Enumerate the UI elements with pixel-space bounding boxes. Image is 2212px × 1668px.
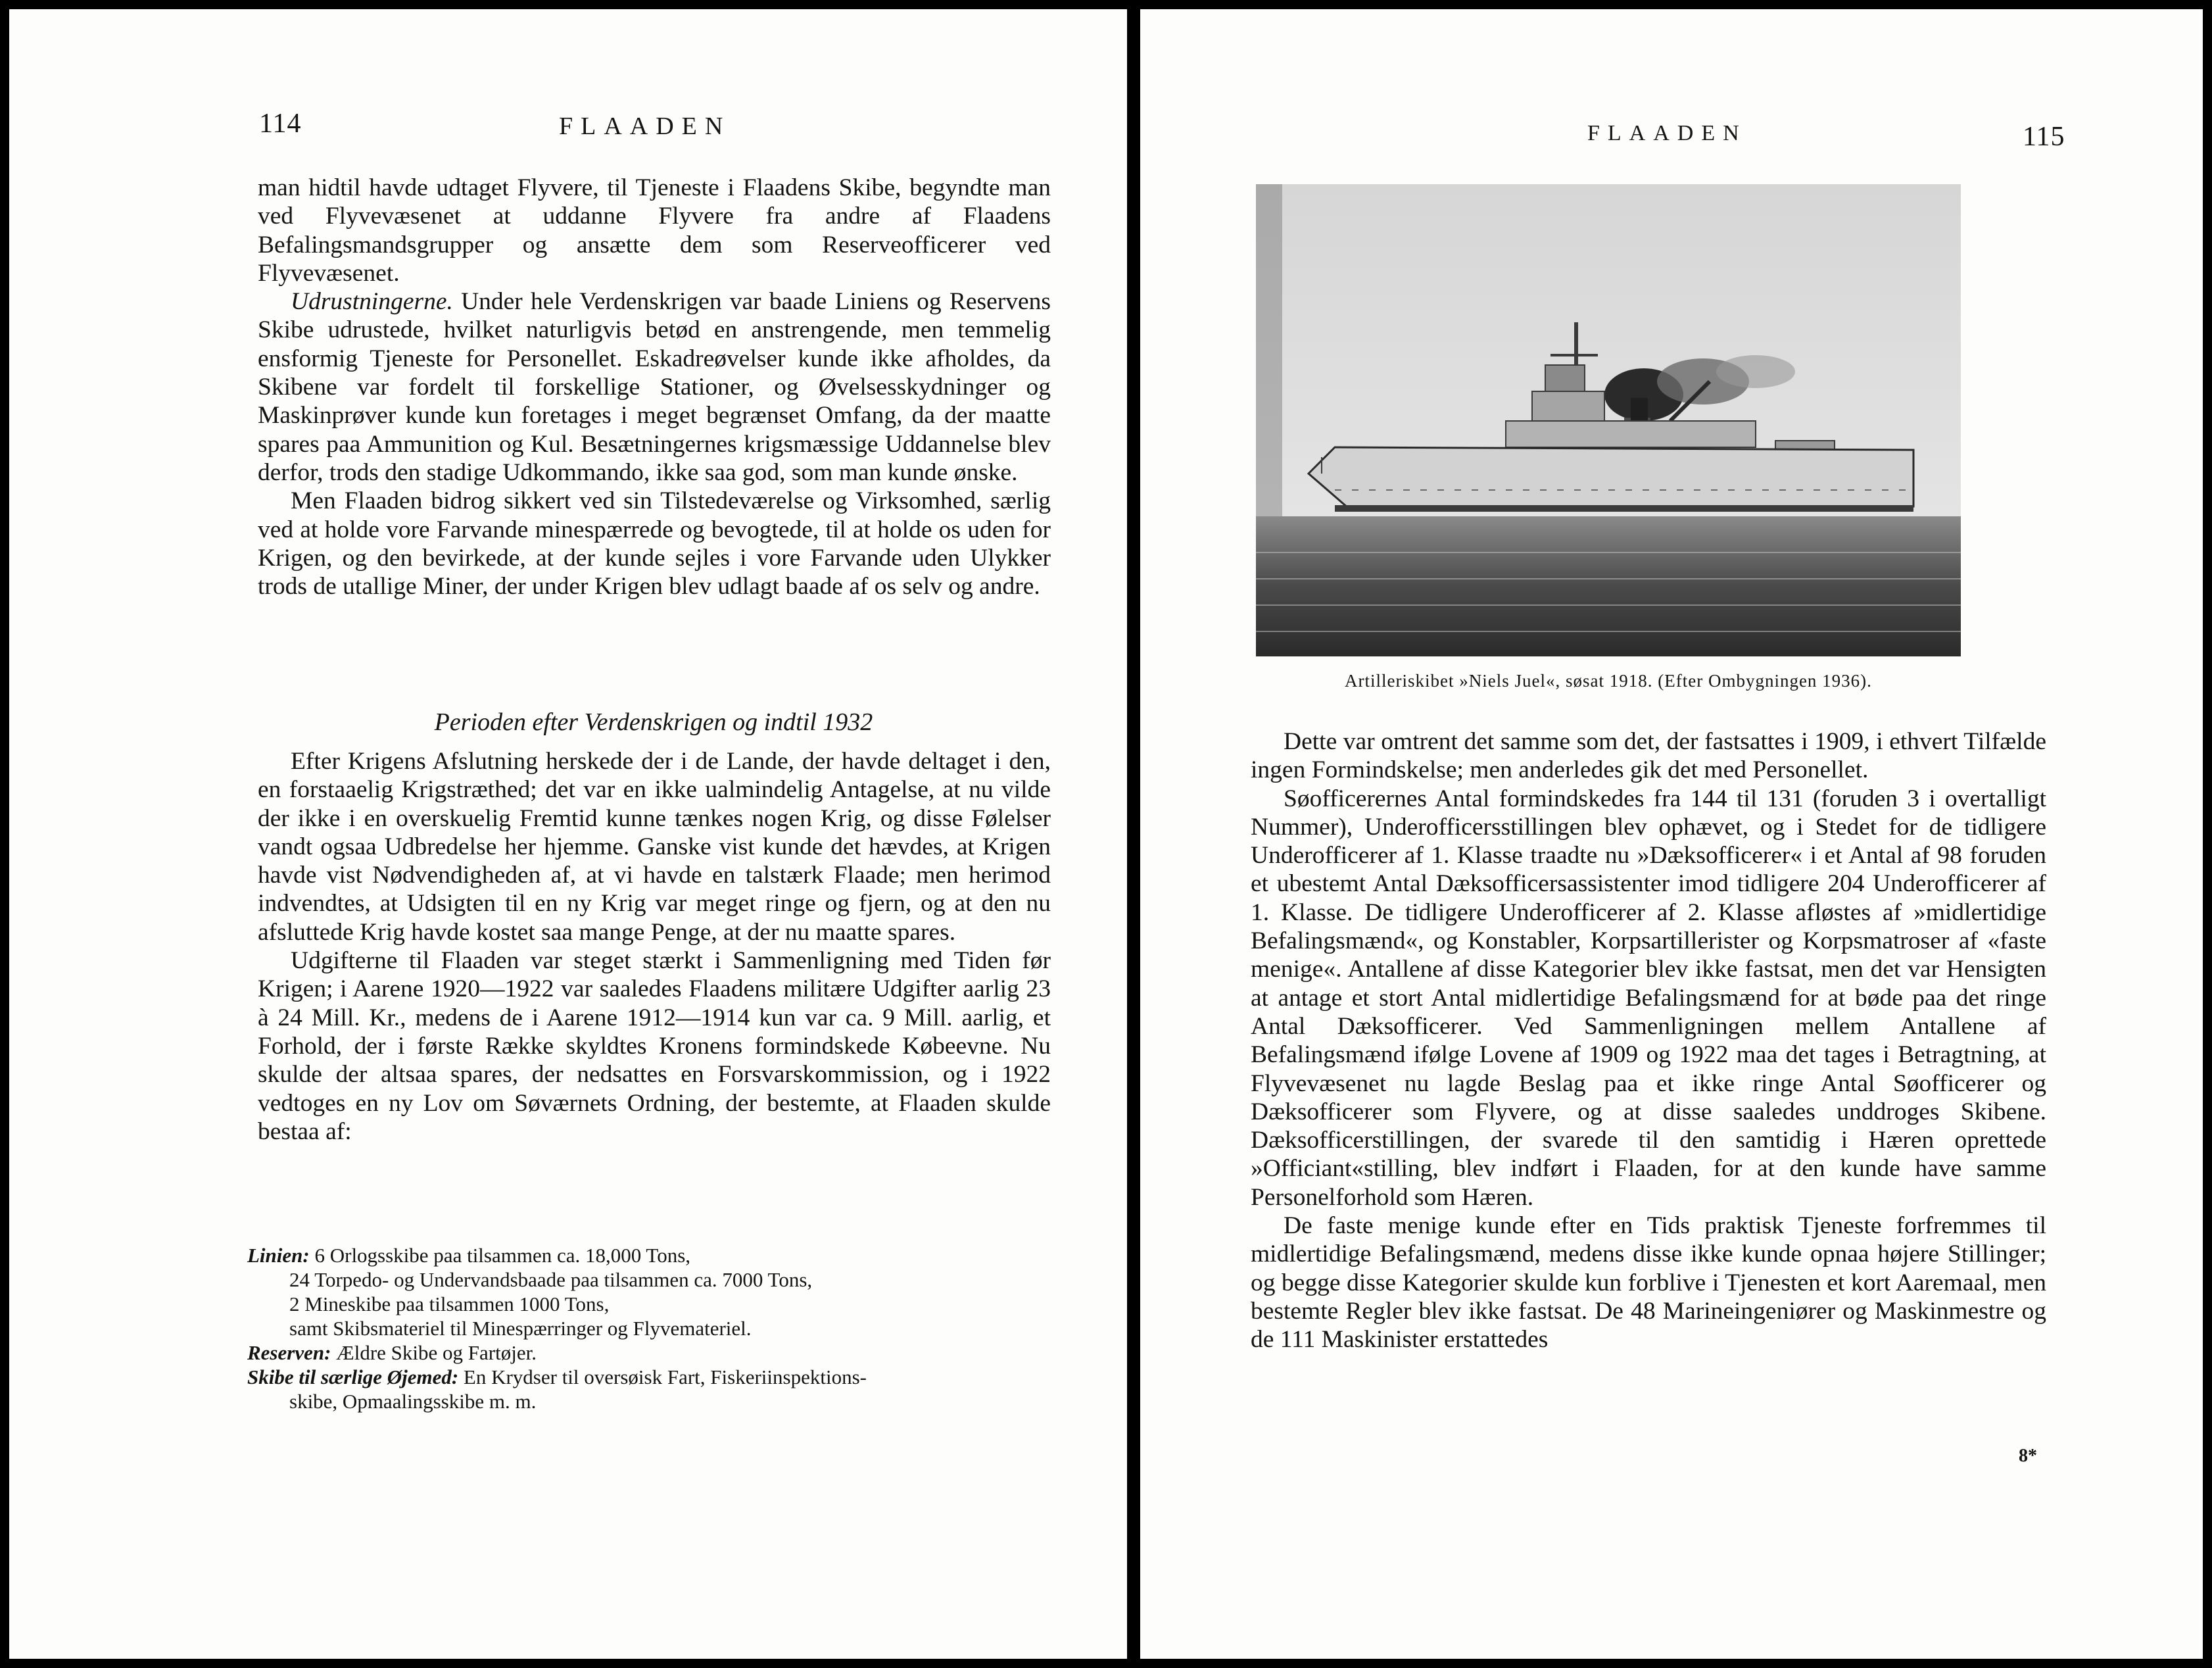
list-item: 2 Mineskibe paa tilsammen 1000 Tons, <box>289 1292 610 1315</box>
list-text: 6 Orlogsskibe paa tilsammen ca. 18,000 Tons, <box>309 1244 691 1267</box>
fleet-list <box>247 1243 1056 1413</box>
list-item: 24 Torpedo- og Undervandsbaade paa tilsammen ca. 7000 Tons, <box>289 1268 813 1291</box>
paragraph-text: Under hele Verdenskrigen var baade Liniens og Reservens Skibe udrustede, hvilket naturligvis betød en anstrengende, men temmelig ensformig Tjeneste for Personellet. Eskadreøvelser kunde ikke afholdes, da Skibene var fordelt til forskellige Stationer, og Øvelsesskydninger og Maskinprøver kunde kun foretages i meget begrænset Omfang, da der maatte spares paa Ammunition og Kul. Besætningernes krigsmæssige Uddannelse blev derfor, trods den stadige Udkommando, ikke saa god, som man kunde ønske. <box>258 288 1051 486</box>
left-page <box>9 9 1127 1659</box>
running-head: FLAADEN <box>1587 121 1747 145</box>
list-item: samt Skibsmateriel til Minespærringer og Flyvemateriel. <box>289 1317 752 1340</box>
page-number: 114 <box>259 109 302 139</box>
paragraph-3: De faste menige kunde efter en Tids praktisk Tjeneste forfremmes til midlertidige Befalingsmænd, medens disse ikke kunde opnaa højere Stillinger; og begge disse Kategorier skulde kun forblive i Tjenesten et kort Aaremaal, men bestemte Regler blev ikke fastsat. De 48 Marineingeniører og Maskinmestre og de 111 Maskinister erstattedes <box>1251 1212 2046 1354</box>
body-text-top <box>258 174 1051 601</box>
body-text-bottom <box>258 747 1051 1146</box>
paragraph-expenses: Udgifterne til Flaaden var steget stærkt i Sammenligning med Tiden før Krigen; i Aarene 1920—1922 var saaledes Flaadens militære Udgifter aarlig 23 à 24 Mill. Kr., medens de i Aarene 1912—1914 kun var ca. 9 Mill. aarlig, et Forhold, der i første Række skyldtes Kronens formindskede Købeevne. Nu skulde der altsaa spares, der nedsattes en Forsvarskommission, og i 1922 vedtoges en ny Lov om Søværnets Ordning, der bestemte, at Flaaden skulde bestaa af: <box>258 947 1051 1145</box>
list-label: Linien: <box>247 1244 310 1267</box>
paragraph-neutrality: Men Flaaden bidrog sikkert ved sin Tilstedeværelse og Virksomhed, særlig ved at holde vore Farvande minespærrede og bevogtede, til at holde os uden for Krigen, og den bevirkede, at der kunde sejles i vore Farvande uden Ulykker trods de utallige Miner, der under Krigen blev udlagt baade af os selv og andre. <box>258 487 1051 601</box>
list-item <box>247 1365 1056 1389</box>
list-text: Ældre Skibe og Fartøjer. <box>331 1341 537 1364</box>
ship-photograph <box>1256 184 1961 656</box>
section-heading: Perioden efter Verdenskrigen og indtil 1932 <box>434 708 873 736</box>
running-head: FLAADEN <box>559 112 731 140</box>
list-item <box>247 1243 1056 1267</box>
paragraph-postwar: Efter Krigens Afslutning herskede der i de Lande, der havde deltaget i den, en forstaaelig Krigstræthed; det var en ikke ualmindelig Antagelse, at nu vilde der ikke i en overskuelig Fremtid kunne tænkes nogen Krig, og disse Følelser vandt ogsaa Udbredelse her hjemme. Ganske vist kunde det hævdes, at Krigen havde vist Nødvendigheden af, at vi havde en talstærk Flaade; men herimod indvendtes, at Udsigten til en ny Krig var meget ringe og fjern, og at den nu afsluttede Krig havde kostet saa mange Penge, at der nu maatte spares. <box>258 748 1051 946</box>
body-text <box>1251 727 2046 1354</box>
paragraph-label: Udrustningerne. <box>291 288 453 316</box>
list-item: skibe, Opmaalingsskibe m. m. <box>289 1390 537 1413</box>
printer-signature: 8* <box>2019 1446 2037 1466</box>
paragraph-intro: man hidtil havde udtaget Flyvere, til Tjeneste i Flaadens Skibe, begyndte man ved Flyvevæsenet at uddanne Flyvere fra andre af Flaadens Befalingsmandsgrupper og ansætte dem som Reserveofficerer ved Flyvevæsenet. <box>258 174 1051 287</box>
list-label: Skibe til særlige Øjemed: <box>247 1365 459 1388</box>
list-text: En Krydser til oversøisk Fart, Fiskeriinspektions- <box>458 1365 867 1388</box>
ship-photo-image <box>1256 184 1961 656</box>
right-page <box>1140 9 2203 1659</box>
paragraph-2: Søofficerernes Antal formindskedes fra 144 til 131 (foruden 3 i overtalligt Nummer), Underofficersstillingen blev ophævet, og i Stedet for de tidligere Underofficerer af 1. Klasse traadte nu »Dæksofficerer« i et Antal af 98 foruden et ubestemt Antal Dæksofficersassistenter imod tidligere 204 Underofficerer af 1. Klasse. De tidligere Underofficerer af 2. Klasse afløstes af »midlertidige Befalingsmænd«, og Konstabler, Korpsartillerister og Korpsmatroser af «faste menige«. Antallene af disse Kategorier blev ikke fastsat, men det var Hensigten at antage et stort Antal midlertidige Befalingsmænd for at bøde paa det ringe Antal Dæksofficerer. Ved Sammenligningen mellem Antallene af Befalingsmænd ifølge Lovene af 1909 og 1922 maa det tages i Betragtning, at Flyvevæsenet nu lagde Beslag paa et ikke ringe Antal Søofficerer og Dæksofficerer som Flyvere, og at disse saaledes unddroges Skibene. Dæksofficerstillingen, der svarede til den samtidig i Hæren oprettede »Officiant«stilling, blev indført i Flaaden, for at den kunde have samme Personelforhold som Hæren. <box>1251 785 2046 1211</box>
photo-caption: Artilleriskibet »Niels Juel«, søsat 1918. (Efter Ombygningen 1936). <box>1345 671 1872 691</box>
list-label: Reserven: <box>247 1341 331 1364</box>
paragraph-equipment <box>258 287 1051 487</box>
paragraph-1: Dette var omtrent det samme som det, der fastsattes i 1909, i ethvert Tilfælde ingen Formindskelse; men anderledes gik det med Personellet. <box>1251 728 2046 784</box>
list-item <box>247 1340 1056 1365</box>
page-number: 115 <box>2023 122 2065 152</box>
